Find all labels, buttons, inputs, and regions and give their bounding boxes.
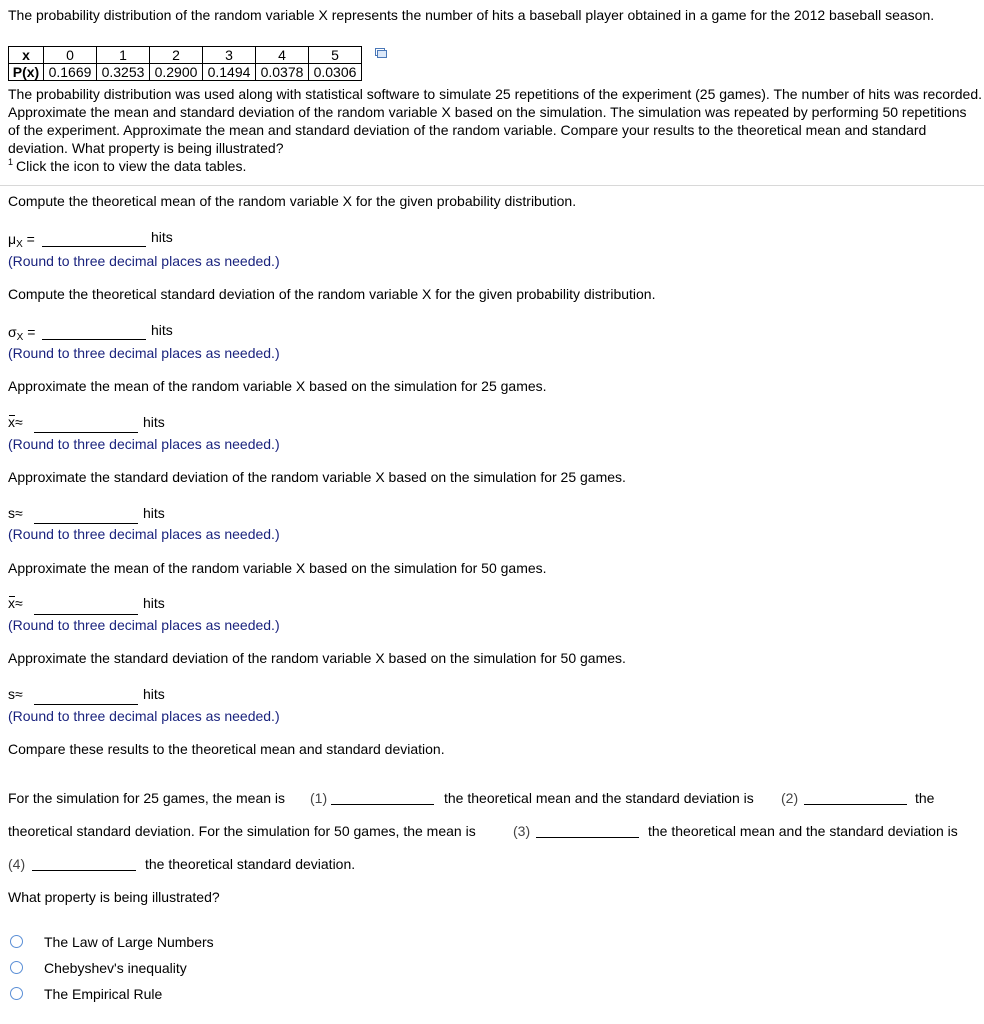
question-prompt: Compute the theoretical standard deviation of the random variable X for the given probability distribution. [8,286,656,302]
blank-number: (3) [513,823,531,839]
blank-number: (1) [310,790,328,806]
unit-label: hits [143,505,165,521]
blank-number: (2) [781,790,799,806]
sim50-mean-input[interactable] [34,598,138,615]
p-value: 0.2900 [150,64,203,81]
x-value: 5 [309,47,362,64]
sim50-sd-input[interactable] [34,688,138,705]
x-value: 1 [97,47,150,64]
x-value: 2 [150,47,203,64]
compare-text: the theoretical mean and the standard deviation is [444,790,754,806]
footnote-marker: 1 [8,157,14,167]
compare-dropdown-2[interactable] [804,788,907,805]
mean-input[interactable] [42,230,146,247]
compare-text: the theoretical standard deviation. [145,856,356,872]
rounding-hint: (Round to three decimal places as needed.) [8,436,280,452]
rounding-hint: (Round to three decimal places as needed.) [8,345,280,361]
p-value: 0.1669 [44,64,97,81]
compare-text: theoretical standard deviation. For the simulation for 50 games, the mean is [8,823,476,839]
option-label[interactable]: The Empirical Rule [44,986,163,1002]
unit-label: hits [143,686,165,702]
p-value: 0.0306 [309,64,362,81]
unit-label: hits [151,322,173,338]
unit-label: hits [143,595,165,611]
distribution-table [8,46,362,81]
sd-input[interactable] [42,323,146,340]
x-value: 3 [203,47,256,64]
compare-prompt: Compare these results to the theoretical mean and standard deviation. [8,741,445,757]
question-prompt: Compute the theoretical mean of the random variable X for the given probability distribution. [8,193,577,209]
p-value: 0.1494 [203,64,256,81]
rounding-hint: (Round to three decimal places as needed.) [8,526,280,542]
sim25-sd-input[interactable] [34,507,138,524]
sigma-symbol: $\sigma_X$ = [8,324,36,343]
divider [0,185,984,186]
p-value: 0.0378 [256,64,309,81]
question-prompt: Approximate the mean of the random variable X based on the simulation for 50 games. [8,560,547,576]
table-row-p [9,64,362,81]
blank-number: (4) [8,856,26,872]
option-label[interactable]: Chebyshev's inequality [44,960,187,976]
p-value: 0.3253 [97,64,150,81]
xbar-symbol: x≈ [8,414,23,430]
property-prompt: What property is being illustrated? [8,889,220,905]
radio-law-of-large-numbers[interactable] [10,935,23,948]
compare-text: the [915,790,935,806]
question-prompt: Approximate the standard deviation of the random variable X based on the simulation for 50 games. [8,650,626,666]
unit-label: hits [151,229,173,245]
radio-empirical-rule[interactable] [10,987,23,1000]
question-prompt: Approximate the standard deviation of the random variable X based on the simulation for 25 games. [8,469,626,485]
compare-dropdown-4[interactable] [32,854,136,871]
footnote-text: Click the icon to view the data tables. [16,158,247,174]
mu-symbol: $\mu_X$ = [8,231,35,250]
rounding-hint: (Round to three decimal places as needed.) [8,617,280,633]
compare-dropdown-1[interactable] [331,788,434,805]
rounding-hint: (Round to three decimal places as needed.) [8,708,280,724]
intro-text: The probability distribution of the random variable X represents the number of hits a baseball player obtained in a game for the 2012 baseball season. [8,7,935,23]
table-row-x [9,47,362,64]
x-value: 4 [256,47,309,64]
compare-text: the theoretical mean and the standard deviation is [648,823,958,839]
radio-chebyshev[interactable] [10,961,23,974]
s-symbol: s≈ [8,505,23,521]
sim25-mean-input[interactable] [34,416,138,433]
footnote[interactable] [8,157,246,174]
problem-text: The probability distribution was used along with statistical software to simulate 25 repetitions of the experiment (25 games). The number of hits was recorded. Approximate the mean and standard deviation of the random variable X based on the simulation. The simulation was repeated by performing 50 repetitions of the experiment. Approximate the mean and standard deviation of the random variable. Compare your results to the theoretical mean and standard deviation. What property is being illustrated? [8,86,983,156]
compare-dropdown-3[interactable] [536,821,639,838]
question-prompt: Approximate the mean of the random variable X based on the simulation for 25 games. [8,378,547,394]
unit-label: hits [143,414,165,430]
p-header: P(x) [9,64,44,81]
xbar-symbol: x≈ [8,595,23,611]
rounding-hint: (Round to three decimal places as needed.) [8,253,280,269]
copy-table-icon[interactable] [375,48,387,58]
x-header: x [9,47,44,64]
option-label[interactable]: The Law of Large Numbers [44,934,214,950]
s-symbol: s≈ [8,686,23,702]
compare-text: For the simulation for 25 games, the mean is [8,790,286,806]
x-value: 0 [44,47,97,64]
